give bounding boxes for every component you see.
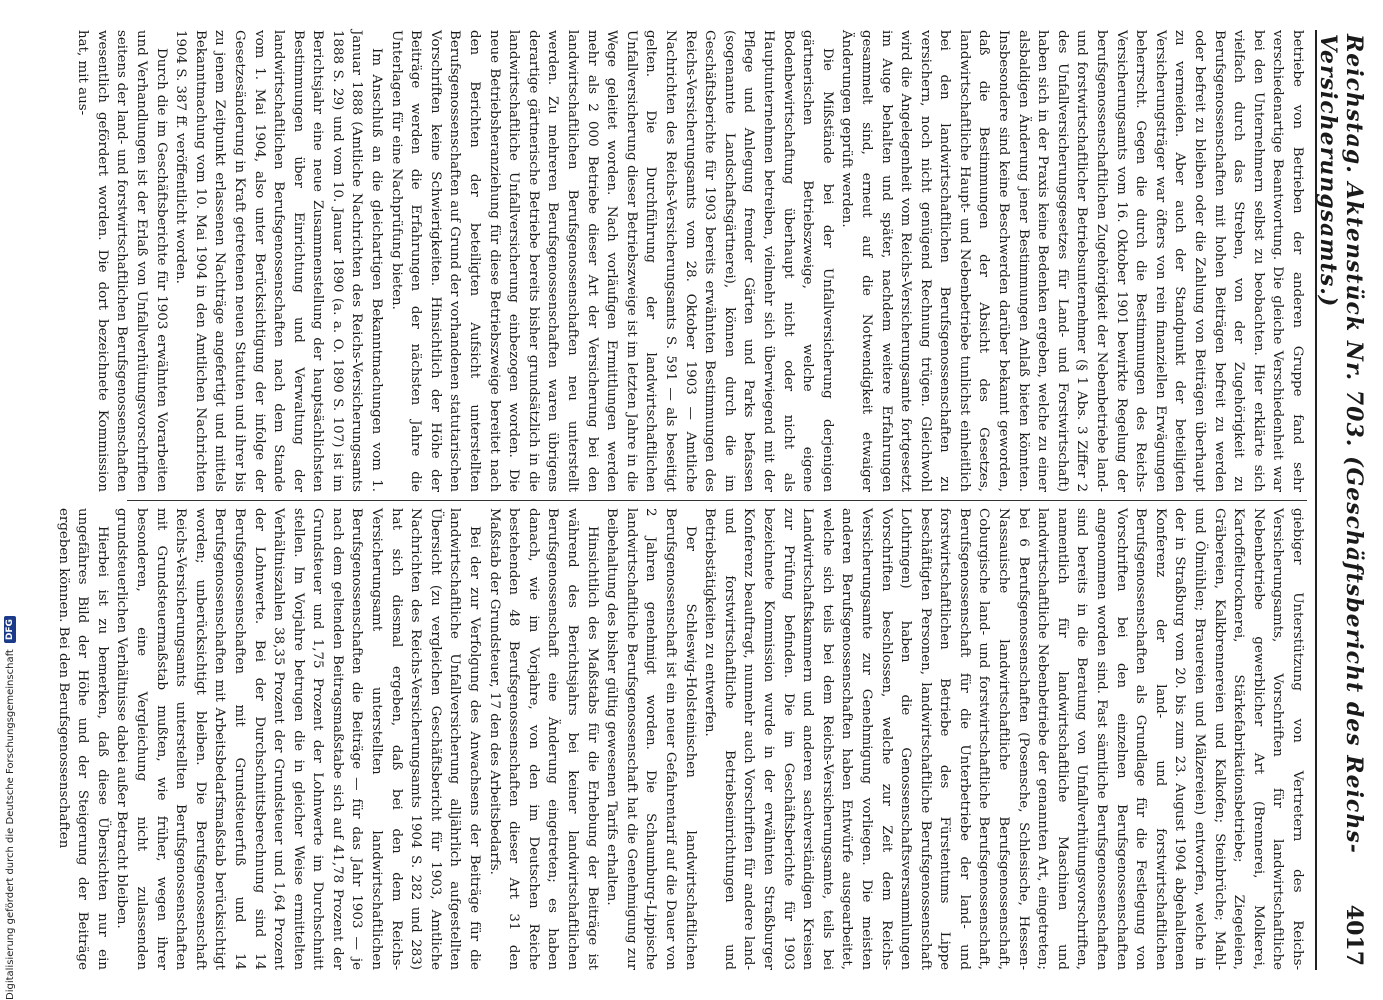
text-columns: [55, 30, 1307, 970]
digitization-credit: [4, 616, 16, 1000]
left-column: [75, 30, 1307, 492]
paragraph: Hinsichtlich des Maßstabs für die Erhebung der Beiträge ist während des Berichtsjahrs bei keiner landwirtschaftlichen Berufsgenossenschaft eine Änderung eingetreten; es haben danach, wie im Vorjahre, von den im Deutschen Reiche bestehenden 48 Berufsgenossenschaften dieser Art 31 den Maßstab der Grundsteuer, 17 den des Arbeitsbedarfs.: [486, 508, 600, 970]
column-divider: [127, 500, 1307, 501]
paragraph: Bei der zur Verfolgung des Anwachsens der Beiträge für die landwirtschaftliche Unfallversicherung alljährlich aufgestellten Übersicht (zu vergleichen Geschäftsbericht für 1903, Amtliche Nachrichten des Reichs-Versicherungsamts 1904 S. 282 und 283) hat sich diesmal ergeben, daß bei den dem Reichs-Versicherungsamt unterstellten landwirtschaftlichen Berufsgenossenschaften die Beiträge — für das Jahr 1903 — je nach dem geltenden Beitragsmaßstabe sich auf 41,78 Prozent der Grundsteuer und 1,75 Prozent der Lohnwerte im Durchschnitt stellen. Im Vorjahre betrugen die in gleicher Weise ermittelten Verhältniszahlen 38,35 Prozent der Grundsteuer und 1,64 Prozent der Lohnwerte. Bei der Durchschnittsberechnung sind 14 Berufsgenossenschaften mit Grundsteuerfuß und 14 Berufsgenossenschaften mit Arbeitsbedarfsmaßstab berücksichtigt worden; unberücksichtigt bleiben. Die Berufsgenossenschaft Reichs-Versicherungsamts unterstellten Berufsgenossenschaften mit Grundsteuermaßstab mußten, wie früher, wegen ihrer besonderen, eine Vergleichung nicht zulassenden grundsteuerlichen Verhältnisse dabei außer Betracht bleiben.: [114, 508, 483, 970]
page-title: Reichstag. Aktenstück Nr. 703. (Geschäftsbericht des Reichs-Versicherungsamts.): [1315, 34, 1367, 854]
right-column: [55, 508, 1307, 970]
page-header: [1315, 30, 1373, 970]
paragraph: Hierbei ist zu bemerken, daß diese Übersichten nur ein ungefähres Bild der Höhe und der Steigerung der Beiträge ergeben können. Bei den Berufsgenossenschaften: [55, 508, 110, 970]
paragraph: Der Schleswig-Holsteinischen landwirtschaftlichen Berufsgenossenschaft ist ein neuer Gefahrentarif auf die Dauer von 2 Jahren genehmigt worden. Die Schaumburg-Lippische landwirtschaftliche Berufsgenossenschaft hat die Genehmigung zur Beibehaltung des bisher gültig gewesenen Tarifs erhalten.: [604, 508, 698, 970]
page-number: 4017: [1341, 904, 1367, 966]
document-page: [55, 0, 1383, 1000]
paragraph: Die Mißstände bei der Unfallversicherung derjenigen gärtnerischen Betriebszweige, welche eigene Bodenbewirtschaftung überhaupt nicht oder nicht als Hauptunternehmen betreiben, vielmehr sich überwiegend mit der Pflege und Anlegung fremder Gärten und Parks befassen (sogenannte Landschaftsgärtnerei), können durch die im Geschäftsberichte für 1903 bereits erwähnten Bestimmungen des Reichs-Versicherungsamts vom 28. Oktober 1903 — Amtliche Nachrichten des Reichs-Versicherungsamts S. 591 — als beseitigt gelten. Die Durchführung der landwirtschaftlichen Unfallversicherung dieser Betriebszweige ist im letzten Jahre in die Wege geleitet worden. Nach vorläufigen Ermittlungen werden mehr als 2 000 Betriebe dieser Art der Versicherung bei den landwirtschaftlichen Berufsgenossenschaften neu unterstellt werden. Zu mehreren Berufsgenossenschaften waren übrigens derartige gärtnerische Betriebe bereits bisher grundsätzlich in die landwirtschaftliche Unfallversicherung einbezogen worden. Die neue Betriebsheranziehung für diese Betriebszweige bereitet nach den Berichten der beteiligten Aufsicht unterstellten Berufsgenossenschaften auf Grund der vorhandenen statutarischen Vorschriften keine Schwierigkeiten. Hinsichtlich der Höhe der Beiträge werden die Erfahrungen der nächsten Jahre die Unterlagen für eine Nachprüfung bieten.: [388, 30, 835, 492]
paragraph: Im Anschluß an die gleichartigen Bekanntmachungen vom 1. Januar 1888 (Amtliche Nachrichten des Reichs-Versicherungsamts 1888 S. 29) und vom 10. Januar 1890 (a. a. O. 1890 S. 107) ist im Berichtsjahr eine neue Zusammenstellung der hauptsächlichsten Bestimmungen über Einrichtung und Verwaltung der landwirtschaftlichen Berufsgenossenschaften nach dem Stande vom 1. Mai 1904, also unter Berücksichtigung der infolge der Gesetzesänderung in Kraft getretenen neuen Statuten und ihrer bis zu jenem Zeitpunkt erlassenen Nachträge angefertigt und mittels Bekanntmachung vom 10. Mai 1904 in den Amtlichen Nachrichten 1904 S. 387 ff. veröffentlicht worden.: [173, 30, 385, 492]
credit-text: Digitalisierung gefördert durch die Deutsche Forschungsgemeinschaft: [4, 649, 16, 1000]
paragraph: giebiger Unterstützung von Vertretern des Reichs-Versicherungsamts, Vorschriften für landwirtschaftliche Nebenbetriebe gewerblicher Art (Brennerei, Molkerei, Kartoffeltrocknerei, Stärkefabrikationsbetriebe; Ziegeleien, Gräbereien, Kalkbrennereien und Kalkofen; Steinbrüche; Mahl- und Ölmühlen; Brauereien und Mälzereien) entworfen, welche in der in Straßburg vom 20. bis zum 23. August 1904 abgehaltenen Konferenz der land- und forstwirtschaftlichen Berufsgenossenschaften als Grundlage für die Festlegung von Vorschriften bei den einzelnen Berufsgenossenschaften angenommen worden sind. Fast sämtliche Berufsgenossenschaften sind bereits in die Beratung von Unfallverhütungsvorschriften, namentlich für landwirtschaftliche Maschinen und landwirtschaftliche Nebenbetriebe der genannten Art, eingetreten; bei 6 Berufsgenossenschaften (Posensche, Schlesische, Hessen-Nassauische landwirtschaftliche Berufsgenossenschaft, Coburgische land- und forstwirtschaftliche Berufsgenossenschaft, Berufsgenossenschaft für die Unterbetriebe der land- und forstwirtschaftlichen Betriebe des Fürstentums Lippe beschäftigten Personen, landwirtschaftliche Berufsgenossenschaft Lothringen) haben die Genossenschaftsversammlungen Vorschriften beschlossen, welche zur Zeit dem Reichs-Versicherungsamte zur Genehmigung vorliegen. Die meisten anderen Berufsgenossenschaften haben Entwürfe ausgearbeitet, welche sich teils bei dem Reichs-Versicherungsamte, teils bei Landwirtschaftskammern und anderen sachverständigen Kreisen zur Prüfung befinden. Die im Geschäftsberichte für 1903 bezeichnete Kommission wurde in der erwähnten Straßburger Konferenz beauftragt, nunmehr auch Vorschriften für andere land- und forstwirtschaftliche Betriebseinrichtungen und Betriebstätigkeiten zu entwerfen.: [702, 508, 1305, 970]
dfg-logo: DFG: [4, 616, 16, 643]
paragraph: betriebe von Betrieben der anderen Gruppe fand sehr verschiedenartige Beantwortung. Die gleiche Verschiedenheit war bei den Unternehmern selbst zu beobachten. Hier erklärte sich vielfach durch das Streben, von der Zugehörigkeit zu Berufsgenossenschaften mit hohen Beiträgen befreit zu werden oder befreit zu bleiben oder die Zahlung von Beiträgen überhaupt zu vermeiden. Aber auch der Standpunkt der beteiligten Versicherungsträger war öfters von rein finanziellen Erwägungen beherrscht. Gegen die durch die Bestimmungen des Reichs-Versicherungsamts vom 16. Oktober 1901 bewirkte Regelung der berufsgenossenschaftlichen Zugehörigkeit der Nebenbetriebe land- und forstwirtschaftlicher Betriebsunternehmer (§ 1 Abs. 3 Ziffer 2 des Unfallversicherungsgesetzes für Land- und Forstwirtschaft) haben sich in der Praxis keine Bedenken ergeben, welche zu einer alsbaldigen Änderung jener Bestimmungen Anlaß bieten könnten. Insbesondere sind keine Beschwerden darüber bekannt geworden, daß die Bestimmungen der Absicht des Gesetzes, landwirtschaftliche Haupt- und Nebenbetriebe tunlichst einheitlich bei den landwirtschaftlichen Berufsgenossenschaften zu versichern, noch nicht genügend Rechnung trügen. Gleichwohl wird die Angelegenheit vom Reichs-Versicherungsamte fortgesetzt im Auge behalten und später, nachdem weitere Erfahrungen gesammelt sind, erneut auf die Notwendigkeit etwaiger Änderungen geprüft werden.: [839, 30, 1305, 492]
paragraph: Durch die im Geschäftsberichte für 1903 erwähnten Vorarbeiten und Verhandlungen ist der Erlaß von Unfallverhütungsvorschriften seitens der land- und forstwirtschaftlichen Berufsgenossenschaften wesentlich gefördert worden. Die dort bezeichnete Kommission hat, mit aus-: [75, 30, 169, 492]
